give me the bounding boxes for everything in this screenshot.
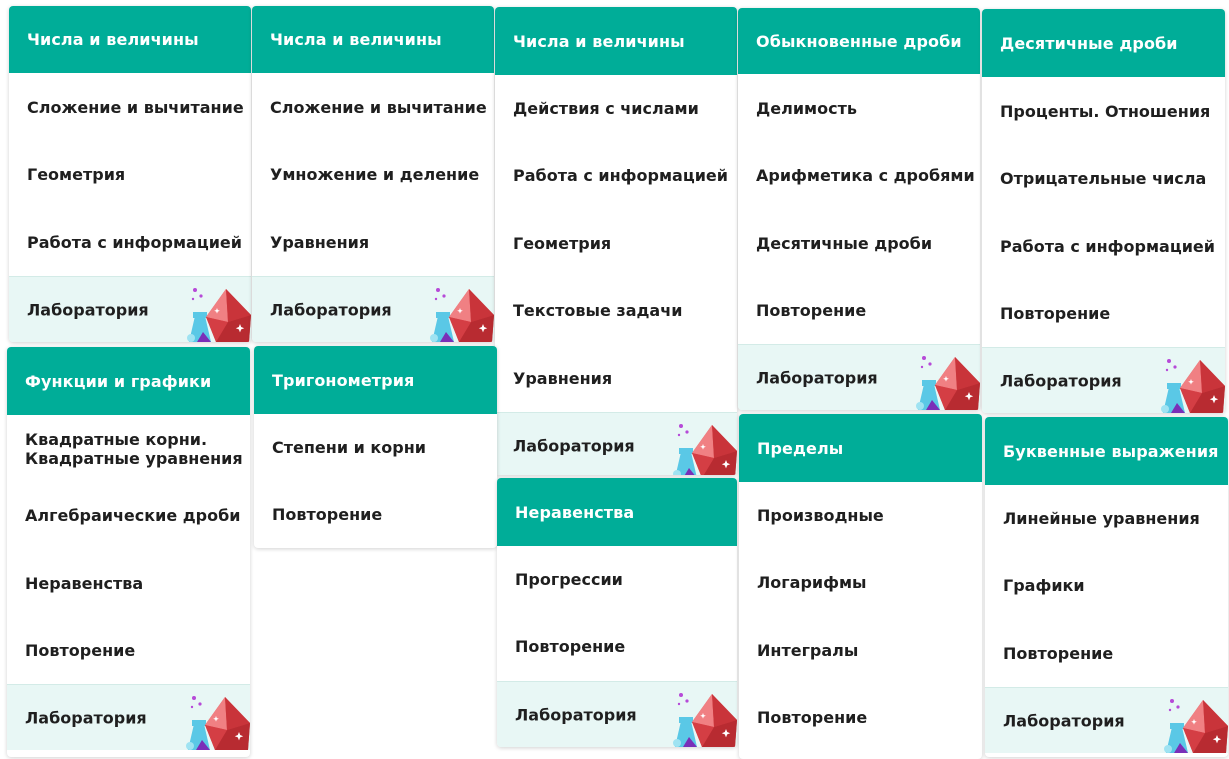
topic-item[interactable]: Повторение — [25, 641, 136, 660]
topic-item[interactable]: Линейные уравнения — [1003, 509, 1200, 528]
lab-gem-icon — [1155, 353, 1225, 413]
topic-item[interactable]: Логарифмы — [757, 573, 867, 592]
card-title[interactable]: Функции и графики — [7, 347, 250, 415]
laboratory-button[interactable] — [497, 681, 737, 747]
topic-item[interactable]: Действия с числами — [513, 99, 699, 118]
topic-card-fractions — [738, 8, 980, 410]
topic-item[interactable]: Геометрия — [27, 165, 126, 184]
topic-item[interactable]: Работа с информацией — [27, 233, 242, 252]
card-title[interactable]: Числа и величины — [495, 7, 737, 75]
laboratory-button[interactable] — [252, 276, 494, 342]
topic-item[interactable]: Сложение и вычитание — [270, 98, 487, 117]
topic-item[interactable]: Степени и корни — [272, 438, 426, 457]
laboratory-label: Лаборатория — [513, 436, 635, 455]
card-title[interactable]: Десятичные дроби — [982, 9, 1225, 77]
topic-card-functions — [7, 347, 250, 757]
topic-item[interactable]: Квадратные корни. Квадратные уравнения — [25, 430, 243, 468]
topic-item[interactable]: Повторение — [1000, 304, 1111, 323]
laboratory-label: Лаборатория — [756, 368, 878, 387]
topic-item[interactable]: Повторение — [757, 708, 868, 727]
lab-gem-icon — [667, 418, 737, 475]
topic-card-inequalities — [497, 478, 737, 747]
card-title[interactable]: Числа и величины — [252, 6, 494, 73]
topic-item[interactable]: Десятичные дроби — [756, 234, 933, 253]
topic-card-numbers-2 — [252, 6, 494, 342]
card-title[interactable]: Обыкновенные дроби — [738, 8, 980, 74]
laboratory-label: Лаборатория — [25, 708, 147, 727]
topic-item[interactable]: Неравенства — [25, 574, 144, 593]
laboratory-button[interactable] — [738, 344, 980, 410]
topic-item[interactable]: Текстовые задачи — [513, 301, 683, 320]
laboratory-label: Лаборатория — [270, 300, 392, 319]
topic-card-numbers-3 — [495, 7, 737, 475]
laboratory-button[interactable] — [982, 347, 1225, 413]
topic-item[interactable]: Сложение и вычитание — [27, 98, 244, 117]
laboratory-label: Лаборатория — [515, 705, 637, 724]
card-title[interactable]: Тригонометрия — [254, 346, 497, 414]
topic-card-limits — [739, 414, 982, 759]
topic-card-trigonometry — [254, 346, 497, 548]
topic-card-letter-expressions — [985, 417, 1228, 757]
laboratory-label: Лаборатория — [1000, 371, 1122, 390]
topic-item[interactable]: Уравнения — [270, 233, 370, 252]
lab-gem-icon — [910, 350, 980, 410]
topic-item[interactable]: Повторение — [272, 505, 383, 524]
topic-item[interactable]: Производные — [757, 506, 884, 525]
topic-item[interactable]: Повторение — [756, 301, 867, 320]
laboratory-button[interactable] — [9, 276, 251, 342]
laboratory-button[interactable] — [495, 412, 737, 475]
topic-item[interactable]: Арифметика с дробями — [756, 166, 975, 185]
topic-item[interactable]: Алгебраические дроби — [25, 506, 241, 525]
laboratory-label: Лаборатория — [1003, 711, 1125, 730]
laboratory-button[interactable] — [7, 684, 250, 750]
topic-item[interactable]: Повторение — [515, 637, 626, 656]
topic-item[interactable]: Геометрия — [513, 234, 612, 253]
topic-item[interactable]: Уравнения — [513, 369, 613, 388]
lab-gem-icon — [1158, 693, 1228, 753]
laboratory-button[interactable] — [985, 687, 1228, 753]
topic-card-numbers-1 — [9, 6, 251, 342]
topic-item[interactable]: Умножение и деление — [270, 165, 480, 184]
lab-gem-icon — [180, 690, 250, 750]
topic-item[interactable]: Делимость — [756, 99, 857, 118]
topic-item[interactable]: Проценты. Отношения — [1000, 102, 1211, 121]
topic-item[interactable]: Интегралы — [757, 641, 859, 660]
card-title[interactable]: Числа и величины — [9, 6, 251, 73]
lab-gem-icon — [424, 282, 494, 342]
lab-gem-icon — [667, 687, 737, 747]
card-title[interactable]: Пределы — [739, 414, 982, 482]
topic-item[interactable]: Графики — [1003, 576, 1085, 595]
laboratory-label: Лаборатория — [27, 300, 149, 319]
topic-item[interactable]: Повторение — [1003, 644, 1114, 663]
topic-item[interactable]: Работа с информацией — [1000, 237, 1215, 256]
card-title[interactable]: Буквенные выражения — [985, 417, 1228, 485]
topic-card-decimals — [982, 9, 1225, 413]
topic-item[interactable]: Прогрессии — [515, 570, 623, 589]
card-title[interactable]: Неравенства — [497, 478, 737, 546]
topic-item[interactable]: Отрицательные числа — [1000, 169, 1207, 188]
lab-gem-icon — [181, 282, 251, 342]
topic-item[interactable]: Работа с информацией — [513, 166, 728, 185]
